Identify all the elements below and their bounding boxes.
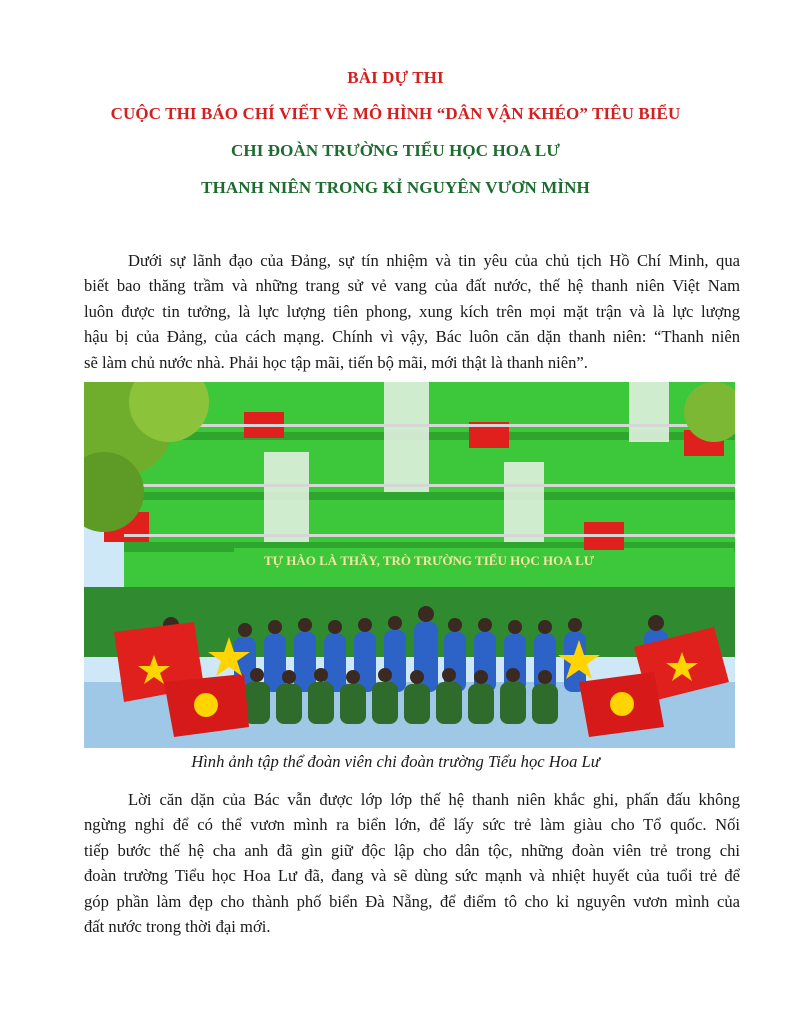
paragraph-line: luôn được tin tưởng, là lực lượng tiên phong, xung kích trên mọi mặt trận và là lực lượng <box>84 301 740 321</box>
article-title: THANH NIÊN TRONG KỈ NGUYÊN VƯƠN MÌNH <box>201 178 590 197</box>
paragraph-line: góp phần làm đẹp cho thành phố biển Đà Nẵng, để điểm tô cho kỉ nguyên vươn mình của <box>84 891 740 911</box>
paragraph-line: Lời căn dặn của Bác vẫn được lớp lớp thế hệ thanh niên khắc ghi, phấn đấu không <box>128 790 740 809</box>
paragraph-line: Dưới sự lãnh đạo của Đảng, sự tín nhiệm và tin yêu của chủ tịch Hồ Chí Minh, qua <box>128 251 740 270</box>
paragraph-line: hậu bị của Đảng, của cách mạng. Chính vì vậy, Bác luôn căn dặn thanh niên: “Thanh niên <box>84 327 740 347</box>
paragraph-line: biết bao thăng trầm và những trang sử vẻ vang của đất nước, thế hệ thanh niên Việt Nam <box>84 276 740 296</box>
contest-entry-label: BÀI DỰ THI <box>347 68 444 87</box>
group-photo <box>84 382 735 748</box>
paragraph-line: đoàn trường Tiểu học Hoa Lư đã, đang và sẽ dùng sức mạnh và nhiệt huyết của tuổi trẻ để <box>84 866 740 886</box>
intro-paragraph <box>84 248 740 375</box>
contest-title: CUỘC THI BÁO CHÍ VIẾT VỀ MÔ HÌNH “DÂN VẬN KHÉO” TIÊU BIỂU <box>110 104 681 123</box>
closing-paragraph <box>84 787 740 939</box>
paragraph-line: ngừng nghỉ để có thể vươn mình ra biển lớn, để lấy sức trẻ làm giàu cho Tổ quốc. Nối <box>84 815 740 835</box>
school-branch-title: CHI ĐOÀN TRƯỜNG TIỂU HỌC HOA LƯ <box>231 141 560 160</box>
photo-caption: Hình ảnh tập thể đoàn viên chi đoàn trường Tiểu học Hoa Lư <box>191 752 600 771</box>
paragraph-line: sẽ làm chủ nước nhà. Phải học tập mãi, tiến bộ mãi, mới thật là thanh niên”. <box>84 352 588 372</box>
group-photo-illustration <box>84 382 735 748</box>
school-banner-text: TỰ HÀO LÀ THẦY, TRÒ TRƯỜNG TIỂU HỌC HOA LƯ <box>264 553 595 568</box>
paragraph-line: đất nước trong thời đại mới. <box>84 917 271 937</box>
paragraph-line: tiếp bước thế hệ cha anh đã gìn giữ độc lập cho dân tộc, những đoàn viên trẻ trong chi <box>84 840 740 860</box>
